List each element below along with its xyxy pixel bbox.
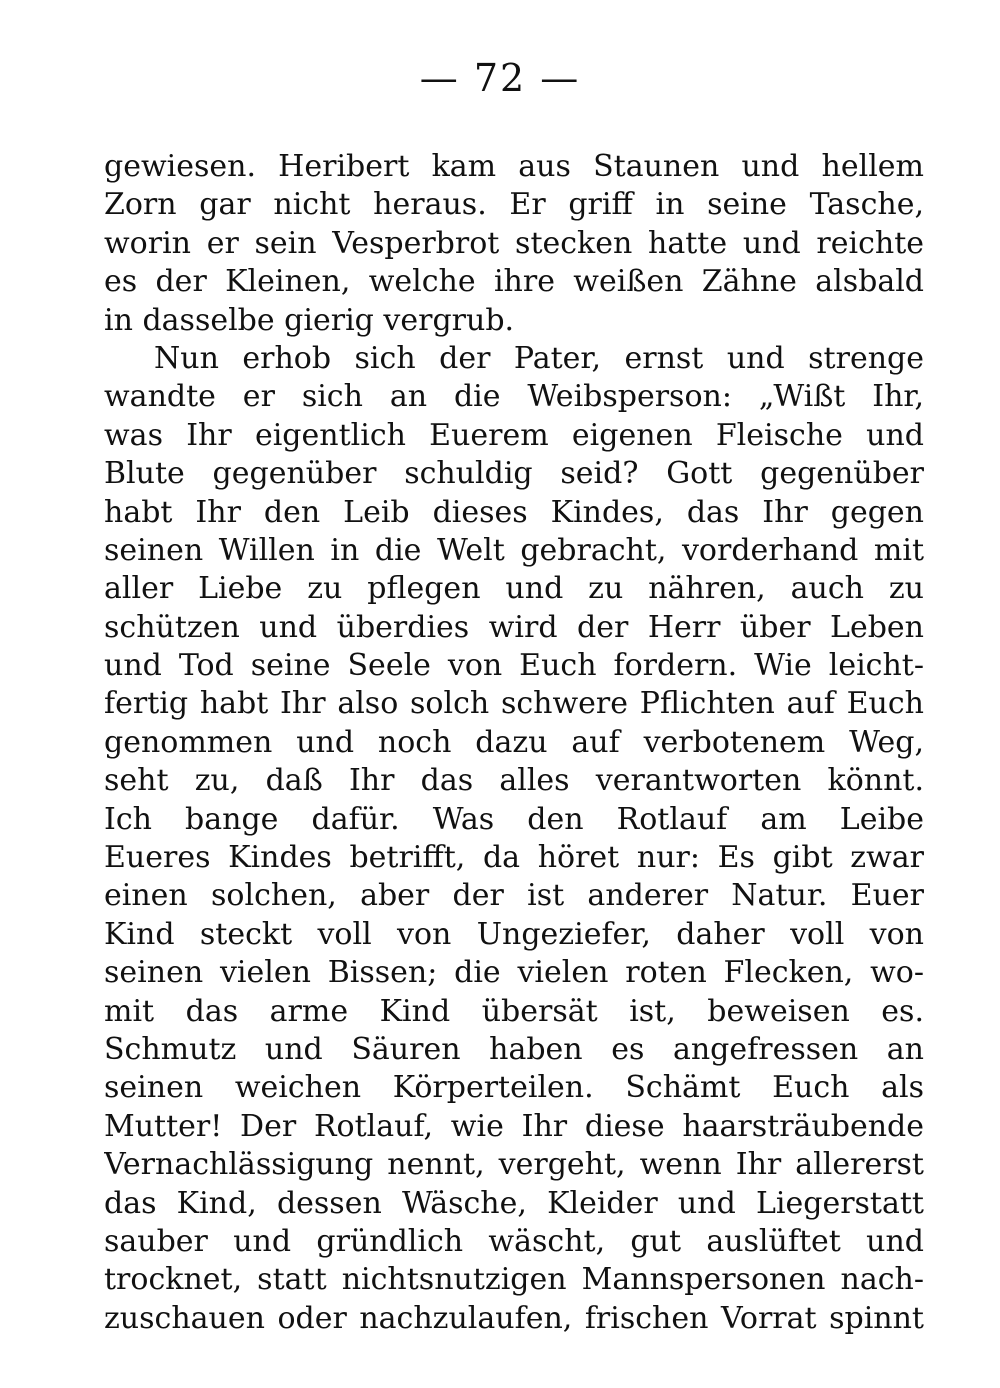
text-line: mit das arme Kind übersät ist, beweisen es. (104, 993, 924, 1029)
text-line: Kind steckt voll von Ungeziefer, daher voll von (104, 916, 924, 952)
text-line: sauber und gründlich wäscht, gut auslüftet und (104, 1223, 924, 1259)
text-line: was Ihr eigentlich Euerem eigenen Fleische und (104, 417, 924, 453)
text-line: wandte er sich an die Weibsperson: „Wißt Ihr, (104, 379, 924, 415)
text-line: seinen weichen Körperteilen. Schämt Euch als (104, 1070, 924, 1106)
paragraph-1 (104, 148, 924, 340)
text-line: Mutter! Der Rotlauf, wie Ihr diese haarsträubende (104, 1108, 924, 1144)
text-line: trocknet, statt nichtsnutzigen Mannspersonen nach- (104, 1262, 924, 1298)
text-line: genommen und noch dazu auf verbotenem Weg, (104, 724, 924, 760)
text-line: Eueres Kindes betrifft, da höret nur: Es gibt zwar (104, 840, 924, 876)
text-line: habt Ihr den Leib dieses Kindes, das Ihr gegen (104, 494, 924, 530)
text-line: gewiesen. Heribert kam aus Staunen und hellem (104, 149, 924, 184)
text-line: fertig habt Ihr also solch schwere Pflichten auf Euch (104, 686, 924, 722)
text-line: aller Liebe zu pflegen und zu nähren, auch zu (104, 571, 924, 607)
text-line: Vernachlässigung nennt, vergeht, wenn Ihr allererst (104, 1147, 924, 1183)
text-line: seinen vielen Bissen; die vielen roten Flecken, wo- (104, 955, 924, 991)
text-line: zuschauen oder nachzulaufen, frischen Vorrat spinnt (104, 1300, 924, 1336)
text-line: in dasselbe gierig vergrub. (104, 302, 515, 338)
text-line: seinen Willen in die Welt gebracht, vorderhand mit (104, 532, 924, 568)
text-line: Blute gegenüber schuldig seid? Gott gegenüber (104, 456, 924, 492)
body-text (104, 148, 924, 1338)
text-line: Schmutz und Säuren haben es angefressen an (104, 1031, 924, 1067)
text-line: worin er sein Vesperbrot stecken hatte und reichte (104, 225, 924, 261)
text-line: das Kind, dessen Wäsche, Kleider und Liegerstatt (104, 1185, 924, 1221)
text-line: einen solchen, aber der ist anderer Natur. Euer (104, 878, 924, 914)
text-line: seht zu, daß Ihr das alles verantworten könnt. (104, 763, 924, 799)
text-line: Zorn gar nicht heraus. Er griff in seine Tasche, (104, 187, 924, 223)
page-number: — 72 — (419, 56, 581, 100)
text-line: Ich bange dafür. Was den Rotlauf am Leibe (104, 801, 924, 837)
text-line: und Tod seine Seele von Euch fordern. Wie leicht- (104, 648, 924, 684)
text-line: es der Kleinen, welche ihre weißen Zähne alsbald (104, 264, 924, 300)
text-line: Nun erhob sich der Pater, ernst und strenge (154, 340, 924, 376)
text-line: schützen und überdies wird der Herr über Leben (104, 609, 924, 645)
paragraph-2 (104, 340, 924, 1338)
